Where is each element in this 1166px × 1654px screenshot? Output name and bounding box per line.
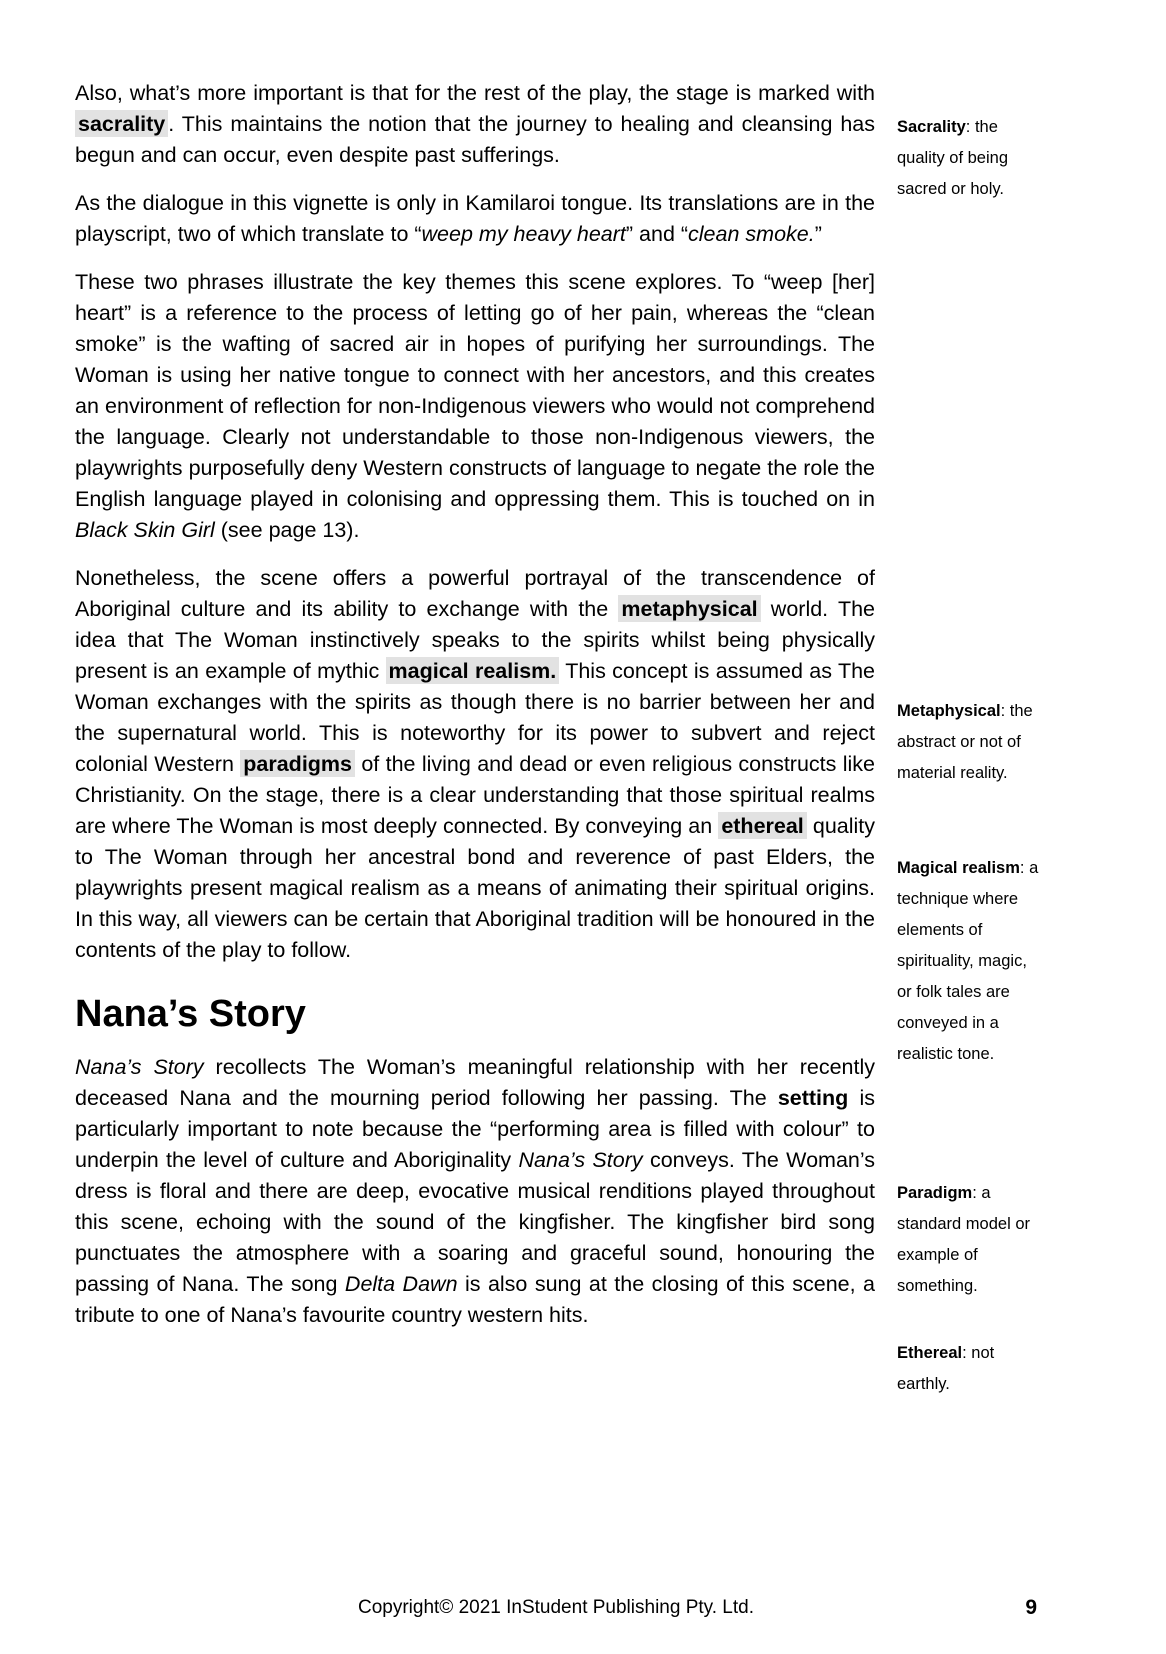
- text-run-normal: recollects The Woman’s meaningful relationship with her recently deceased Nana and the mourning period following her passing. The: [75, 1055, 875, 1110]
- text-run-normal: world. The idea that The Woman instinctively speaks to the spirits whilst being physically present is an example of mythic: [75, 597, 875, 683]
- text-run-normal: As the dialogue in this vignette is only in Kamilaroi tongue. Its translations are in the playscript, two of which translate to “: [75, 191, 875, 246]
- note-definition: : the abstract or not of material reality.: [897, 702, 1033, 782]
- note-definition: : a standard model or example of something.: [897, 1184, 1030, 1295]
- text-run-normal: (see page 13).: [214, 518, 360, 542]
- text-run-normal: Also, what’s more important is that for the rest of the play, the stage is marked with: [75, 81, 875, 105]
- margin-note-magical-realism: [897, 853, 1039, 1070]
- text-run-normal: This concept is assumed as The Woman exchanges with the spirits as though there is no barrier between her and the supernatural world. This is noteworthy for its power to subvert and reject colonial Western: [75, 659, 875, 776]
- text-run-normal: of the living and dead or even religious constructs like Christianity. On the stage, there is a clear understanding that those spiritual realms are where The Woman is most deeply connected. By conveying an: [75, 752, 876, 838]
- text-run-normal: ” and “: [625, 222, 689, 246]
- text-run-normal: quality to The Woman through her ancestral bond and reverence of past Elders, the playwrights present magical realism as a means of animating their spiritual origins. In this way, all viewers can be certain that Aboriginal tradition will be honoured in the contents of the play to follow.: [75, 814, 876, 962]
- page-footer: [75, 1595, 1037, 1625]
- text-run-highlight: paradigms: [240, 750, 355, 777]
- text-run-normal: is also sung at the closing of this scene, a tribute to one of Nana’s favourite country western hits.: [75, 1272, 875, 1327]
- paragraph-sacrality: [75, 78, 875, 171]
- section-heading: Nana’s Story: [75, 993, 306, 1035]
- text-run-italic: clean smoke.: [688, 222, 815, 246]
- footer-copyright: Copyright© 2021 InStudent Publishing Pty. Ltd.: [357, 1597, 754, 1618]
- text-run-normal: is particularly important to note because the “performing area is filled with colour” to underpin the level of culture and Aboriginality: [75, 1086, 875, 1172]
- text-run-highlight: sacrality: [75, 110, 168, 137]
- text-run-highlight: metaphysical: [618, 595, 760, 622]
- note-term: Magical realism: [897, 859, 1020, 877]
- note-definition: : a technique where elements of spirituality, magic, or folk tales are conveyed in a realistic tone.: [897, 859, 1039, 1063]
- note-definition: : not earthly.: [897, 1344, 995, 1393]
- text-run-italic: Nana’s Story: [75, 1055, 204, 1079]
- note-term: Metaphysical: [897, 702, 1001, 720]
- paragraph-key-themes: [75, 267, 875, 546]
- text-run-italic: Nana’s Story: [518, 1148, 643, 1172]
- main-text-column: [75, 78, 875, 1348]
- margin-note-sacrality: [897, 112, 1039, 205]
- margin-note-metaphysical: [897, 696, 1039, 789]
- paragraph-magical-realism: [75, 563, 875, 966]
- text-run-normal: . This maintains the notion that the journey to healing and cleansing has begun and can occur, even despite past sufferings.: [75, 112, 875, 167]
- margin-note-paradigm: [897, 1178, 1039, 1302]
- text-run-highlight: ethereal: [718, 812, 806, 839]
- paragraph-nanas-story: [75, 1052, 875, 1331]
- text-run-normal: Nonetheless, the scene offers a powerful portrayal of the transcendence of Aboriginal culture and its ability to exchange with the: [75, 566, 875, 621]
- margin-note-ethereal: [897, 1338, 1039, 1400]
- text-run-italic: Delta Dawn: [344, 1272, 458, 1296]
- text-run-normal: These two phrases illustrate the key themes this scene explores. To “weep [her] heart” is a reference to the process of letting go of her pain, whereas the “clean smoke” is the wafting of sacred air in hopes of purifying her surroundings. The Woman is using her native tongue to connect with her ancestors, and this creates an environment of reflection for non-Indigenous viewers who would not comprehend the language. Clearly not understandable to those non-Indigenous viewers, the playwrights purposefully deny Western constructs of language to negate the role the English language played in colonising and oppressing them. This is touched on in: [75, 270, 875, 511]
- text-run-normal: conveys. The Woman’s dress is floral and there are deep, evocative musical renditions played throughout this scene, echoing with the sound of the kingfisher. The kingfisher bird song punctuates the atmosphere with a soaring and graceful sound, honouring the passing of Nana. The song: [75, 1148, 875, 1296]
- text-run-italic: Black Skin Girl: [75, 518, 215, 542]
- note-term: Ethereal: [897, 1344, 963, 1362]
- text-run-bold: setting: [777, 1086, 849, 1110]
- text-run-italic: weep my heavy heart: [421, 222, 626, 246]
- note-term: Paradigm: [897, 1184, 973, 1202]
- note-term: Sacrality: [897, 118, 966, 136]
- page-number: 9: [1025, 1596, 1037, 1619]
- text-run-highlight: magical realism.: [386, 657, 560, 684]
- text-run-normal: ”: [814, 222, 822, 246]
- paragraph-kamilaroi-dialogue: [75, 188, 875, 250]
- note-definition: : the quality of being sacred or holy.: [897, 118, 1008, 198]
